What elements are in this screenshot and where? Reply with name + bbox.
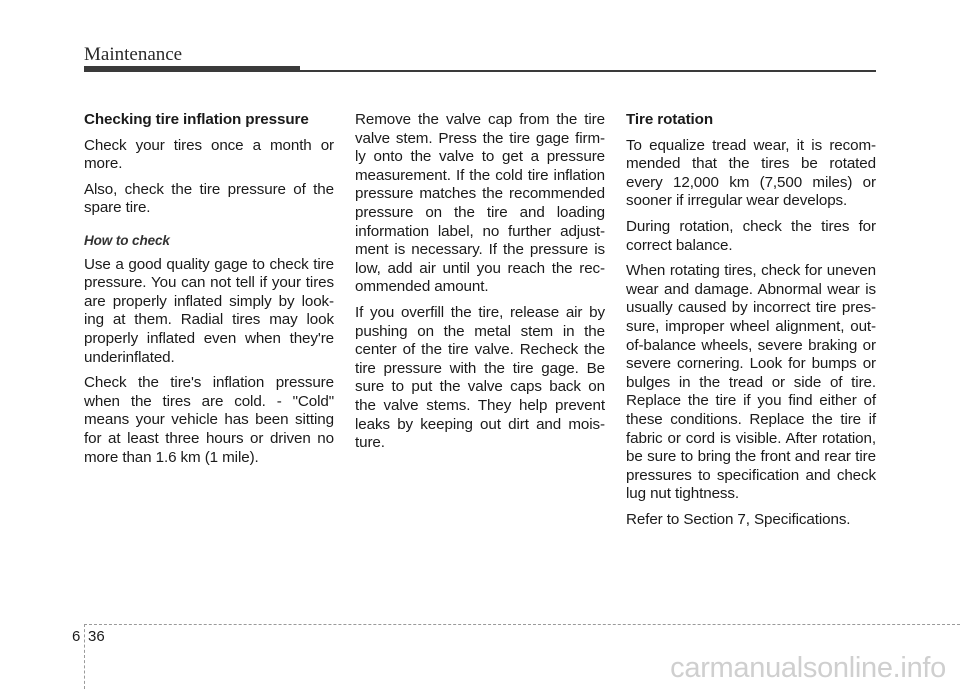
section-heading-rotation: Tire rotation: [626, 111, 714, 128]
paragraph: When rotating tires, check for uneven wear and damage. Abnormal wear is usually caused by incorrect tire pres-sure, improper wheel alignment, out-of-balance wheels, severe braking or severe cornering. Look for bumps or bulges in the tread or side of tire. Replace the tire if you find either of these conditions. Replace the tire if fabric or cord is visible. After rotation, be sure to bring the front and rear tire pressures to specification and check lug nut tightness.: [626, 262, 876, 503]
paragraph: Use a good quality gage to check tire pressure. You can not tell if your tires are properly inflated simply by look-ing at them. Radial tires may look properly inflated even when they're underinflated.: [84, 255, 334, 366]
section-heading-inflation: Checking tire inflation pressure: [84, 111, 309, 128]
page-header-title: Maintenance: [84, 44, 183, 65]
text-column-1: [84, 111, 334, 474]
paragraph: During rotation, check the tires for correct balance.: [626, 217, 876, 254]
header-rule-thick: [84, 66, 300, 72]
paragraph: Remove the valve cap from the tire valve stem. Press the tire gage firm-ly onto the valve to get a pressure measurement. If the cold tire inflation pressure matches the recommended pressure on the tire and loading information label, no further adjust-ment is necessary. If the pressure is low, add air until you reach the rec-ommended amount.: [355, 111, 605, 296]
text-column-3: [626, 111, 876, 536]
watermark: carmanualsonline.info: [670, 652, 946, 684]
text-column-2: [355, 111, 605, 460]
paragraph: Also, check the tire pressure of the spare tire.: [84, 180, 334, 217]
chapter-number: 6: [72, 628, 81, 645]
page-number: 36: [88, 628, 105, 645]
paragraph: To equalize tread wear, it is recom-mended that the tires be rotated every 12,000 km (7,500 miles) or sooner if irregular wear develops.: [626, 136, 876, 210]
paragraph: Check your tires once a month or more.: [84, 136, 334, 173]
paragraph: If you overfill the tire, release air by pushing on the metal stem in the center of the tire valve. Recheck the tire pressure with the tire gage. Be sure to put the valve caps back on the valve stems. They help prevent leaks by keeping out dirt and mois-ture.: [355, 303, 605, 452]
footer-divider: [84, 624, 960, 625]
subheading-how-to-check: How to check: [84, 232, 170, 248]
header-rule-thin: [300, 70, 876, 72]
footer-vertical-divider: [84, 624, 85, 689]
paragraph: Check the tire's inflation pressure when the tires are cold. - "Cold" means your vehicle has been sitting for at least three hours or driven no more than 1.6 km (1 mile).: [84, 374, 334, 466]
paragraph: Refer to Section 7, Specifications.: [626, 510, 851, 528]
